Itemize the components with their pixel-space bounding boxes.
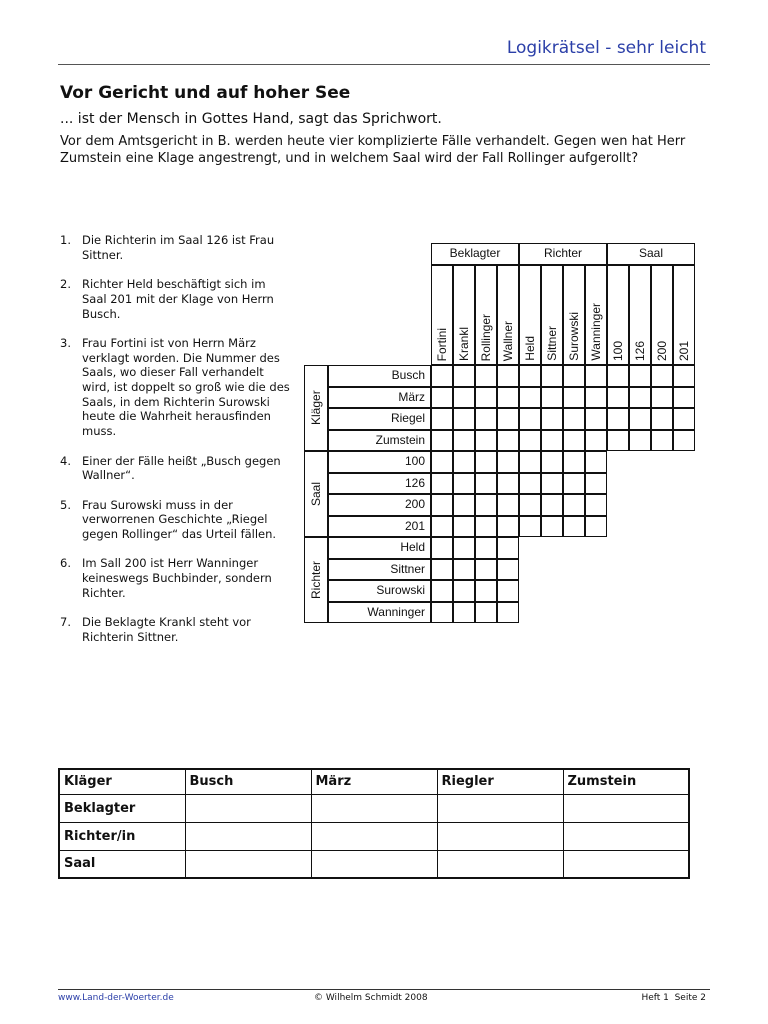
column-label: Wanninger (589, 303, 603, 361)
solution-row-label: Beklagter (59, 794, 185, 822)
grid-block-frame (519, 451, 607, 537)
clue-item (60, 556, 290, 600)
solution-header-cell: Busch (185, 769, 311, 794)
clue-number: 6. (60, 556, 71, 571)
clue-item (60, 233, 290, 262)
solution-header-cell: Riegler (437, 769, 563, 794)
column-group-frame (607, 243, 695, 365)
solution-answer-cell[interactable] (311, 822, 437, 850)
solution-table (58, 768, 690, 879)
column-group-frame (431, 243, 519, 365)
row-label: Sittner (390, 561, 425, 576)
solution-header-cell: März (311, 769, 437, 794)
column-label: 201 (677, 340, 691, 361)
clue-text: Frau Fortini ist von Herrn März verklagt worden. Die Nummer des Saals, wo dieser Fall verhandelt wird, ist doppelt so groß wie die des Saals, in dem Richterin Surowski heute die Wahrheit herausfinden muss. (82, 335, 290, 439)
clue-list (60, 233, 290, 659)
solution-answer-cell[interactable] (437, 822, 563, 850)
header-title: Logikrätsel - sehr leicht (506, 38, 706, 58)
grid-block-frame (607, 365, 695, 451)
row-group-label: Richter (309, 561, 323, 600)
column-label: Krankl (457, 326, 471, 361)
solution-row (59, 822, 689, 850)
column-label: Wallner (501, 320, 515, 361)
clue-text: Im Sall 200 ist Herr Wanninger keineswegs Buchbinder, sondern Richter. (82, 556, 272, 600)
grid-block-frame (519, 365, 607, 451)
clue-text: Richter Held beschäftigt sich im Saal 201 mit der Klage von Herrn Busch. (82, 277, 274, 321)
solution-answer-cell[interactable] (311, 794, 437, 822)
clue-number: 4. (60, 453, 71, 468)
solution-row (59, 794, 689, 822)
clue-number: 3. (60, 335, 71, 350)
column-label: Fortini (435, 327, 449, 361)
footer-divider (58, 989, 710, 990)
page-title: Vor Gericht und auf hoher See (60, 83, 351, 103)
clue-text: Die Beklagte Krankl steht vor Richterin Sittner. (82, 615, 251, 644)
solution-answer-cell[interactable] (563, 850, 689, 878)
row-label: Held (400, 540, 425, 554)
column-label: 100 (611, 340, 625, 361)
solution-row (59, 850, 689, 878)
solution-header-row (59, 769, 689, 794)
row-label: Riegel (390, 411, 425, 425)
row-label: 126 (404, 475, 425, 490)
column-label: Rollinger (479, 313, 493, 361)
intro-text: Vor dem Amtsgericht in B. werden heute vier komplizierte Fälle verhandelt. Gegen wen hat Herr Zumstein eine Klage angestrengt, und in welchem Saal wird der Fall Rollinger aufgerollt? (60, 134, 686, 166)
solution-answer-cell[interactable] (311, 850, 437, 878)
solution-row-label: Richter/in (59, 822, 185, 850)
clue-item (60, 277, 290, 321)
row-group-frame (304, 537, 431, 623)
row-label: Busch (391, 368, 425, 382)
row-group-frame (304, 451, 431, 537)
grid-block-frame (431, 365, 519, 451)
grid-block-frame (431, 537, 519, 623)
column-group-frame (519, 243, 607, 365)
row-group-label: Saal (309, 481, 323, 507)
column-label: 200 (655, 340, 669, 361)
solution-answer-cell[interactable] (185, 822, 311, 850)
column-label: Held (523, 336, 537, 361)
footer-link[interactable]: www.Land-der-Woerter.de (58, 993, 174, 1003)
row-label: Wanninger (367, 604, 425, 619)
clue-number: 2. (60, 277, 71, 292)
grid-block-frame (431, 451, 519, 537)
column-group-label: Beklagter (449, 246, 501, 260)
row-label: 200 (404, 497, 425, 511)
clue-text: Einer der Fälle heißt „Busch gegen Wallner“. (82, 453, 281, 483)
clue-number: 1. (60, 233, 71, 247)
clue-number: 7. (60, 615, 71, 630)
solution-answer-cell[interactable] (185, 850, 311, 878)
header-divider (58, 64, 710, 65)
clue-item (60, 454, 290, 483)
column-group-label: Saal (638, 246, 664, 260)
solution-header-cell: Kläger (59, 769, 185, 794)
clue-number: 5. (60, 497, 71, 512)
row-label: März (398, 389, 425, 404)
solution-answer-cell[interactable] (563, 822, 689, 850)
clue-text: Die Richterin im Saal 126 ist Frau Sittner. (82, 233, 275, 262)
footer-copyright: © Wilhelm Schmidt 2008 (314, 993, 428, 1003)
clue-text: Frau Surowski muss in der verworrenen Geschichte „Riegel gegen Rollinger“ das Urteil fällen. (82, 497, 277, 541)
footer-page: Heft 1 Seite 2 (641, 993, 706, 1003)
column-group-label: Richter (543, 246, 582, 260)
column-label: Sittner (545, 326, 559, 361)
solution-answer-cell[interactable] (437, 794, 563, 822)
row-label: 100 (404, 454, 425, 468)
column-label: 126 (633, 340, 647, 361)
solution-answer-cell[interactable] (185, 794, 311, 822)
row-label: 201 (404, 518, 425, 533)
clue-item (60, 615, 290, 644)
row-group-label: Kläger (309, 390, 323, 426)
clue-item (60, 336, 290, 439)
column-label: Surowski (567, 312, 581, 361)
row-label: Surowski (376, 583, 425, 597)
row-group-frame (304, 365, 431, 451)
row-label: Zumstein (375, 432, 425, 447)
solution-answer-cell[interactable] (563, 794, 689, 822)
subtitle: ... ist der Mensch in Gottes Hand, sagt das Sprichwort. (60, 111, 442, 127)
solution-answer-cell[interactable] (437, 850, 563, 878)
clue-item (60, 498, 290, 542)
solution-row-label: Saal (59, 850, 185, 878)
solution-header-cell: Zumstein (563, 769, 689, 794)
